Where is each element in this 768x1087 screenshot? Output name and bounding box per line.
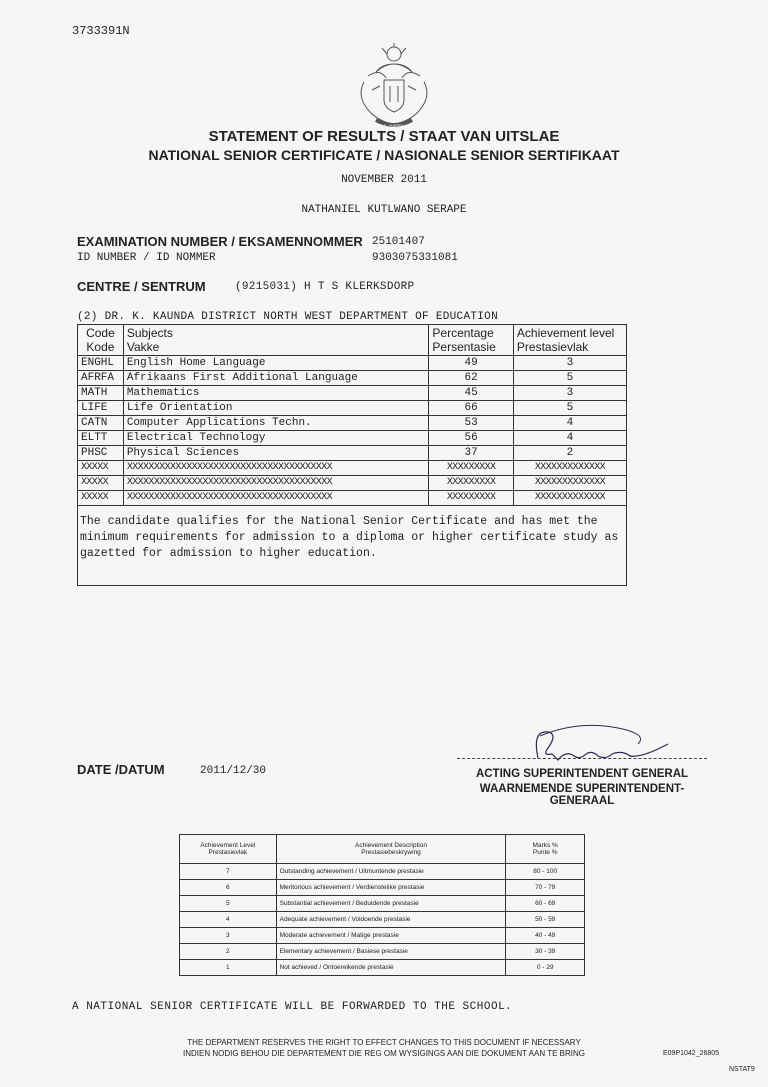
- legend-row: 3 Moderate achievement / Matige prestasie 40 - 49: [180, 928, 585, 944]
- qualification-statement: The candidate qualifies for the National Senior Certificate and has met the minimum requirements for admission to a diploma or higher certificate study as gazetted for admission to higher education.: [80, 515, 619, 560]
- legend-row: 2 Elementary achievement / Basiese prestasie 30 - 39: [180, 944, 585, 960]
- document-title: STATEMENT OF RESULTS / STAAT VAN UITSLAE: [208, 128, 560, 145]
- date-label: DATE /DATUM: [77, 762, 165, 777]
- legend-header-row: Achievement Level Prestasievlak Achievement Description Prestasiebeskrywing Marks % Punte %: [180, 835, 585, 864]
- void-row: XXXXX XXXXXXXXXXXXXXXXXXXXXXXXXXXXXXXXXXXXXX XXXXXXXXX XXXXXXXXXXXXX: [78, 461, 627, 476]
- id-number-label: ID NUMBER / ID NOMMER: [77, 252, 216, 264]
- legend-row: 4 Adequate achievement / Voldoende prestasie 50 - 59: [180, 912, 585, 928]
- signatory-title: ACTING SUPERINTENDENT GENERAL: [475, 768, 689, 780]
- district-line: (2) DR. K. KAUNDA DISTRICT NORTH WEST DEPARTMENT OF EDUCATION: [77, 311, 498, 323]
- legend-row: 5 Substantial achievement / Beduidende prestasie 60 - 69: [180, 896, 585, 912]
- achievement-header: Achievement level Prestasievlak: [513, 325, 626, 356]
- table-row: CATN Computer Applications Techn. 53 4: [78, 416, 627, 431]
- centre-value: (9215031) H T S KLERKSDORP: [235, 281, 415, 293]
- form-code: NSTAT9: [729, 1066, 755, 1073]
- exam-number-label: EXAMINATION NUMBER / EKSAMENNOMMER: [77, 234, 363, 249]
- table-row: ELTT Electrical Technology 56 4: [78, 431, 627, 446]
- forward-notice: A NATIONAL SENIOR CERTIFICATE WILL BE FORWARDED TO THE SCHOOL.: [72, 1001, 513, 1013]
- exam-session: NOVEMBER 2011: [341, 174, 427, 186]
- id-number-value: 9303075331081: [372, 252, 458, 264]
- subject-header: Subjects Vakke: [123, 325, 429, 356]
- void-row: XXXXX XXXXXXXXXXXXXXXXXXXXXXXXXXXXXXXXXXXXXX XXXXXXXXX XXXXXXXXXXXXX: [78, 476, 627, 491]
- coat-of-arms-icon: [346, 42, 442, 132]
- void-row: XXXXX XXXXXXXXXXXXXXXXXXXXXXXXXXXXXXXXXXXXXX XXXXXXXXX XXXXXXXXXXXXX: [78, 491, 627, 506]
- legend-row: 1 Not achieved / Ontoereikende prestasie 0 - 29: [180, 960, 585, 976]
- document-number: 3733391N: [72, 24, 130, 38]
- legend-row: 6 Meritorious achievement / Verdienstelike prestasie 70 - 79: [180, 880, 585, 896]
- disclaimer-af: INDIEN NODIG BEHOU DIE DEPARTEMENT DIE REG OM WYSIGINGS AAN DIE DOKUMENT AAN TE BRING: [183, 1049, 585, 1058]
- table-row: PHSC Physical Sciences 37 2: [78, 446, 627, 461]
- results-header-row: [78, 325, 627, 356]
- centre-label: CENTRE / SENTRUM: [77, 279, 206, 294]
- signature-line: [457, 758, 707, 759]
- achievement-legend-table: [179, 834, 585, 976]
- percentage-header: Percentage Persentasie: [429, 325, 514, 356]
- code-header: Code Kode: [78, 325, 124, 356]
- results-table: [77, 324, 627, 506]
- candidate-name: NATHANIEL KUTLWANO SERAPE: [301, 204, 467, 216]
- table-row: MATH Mathematics 45 3: [78, 386, 627, 401]
- document-subtitle: NATIONAL SENIOR CERTIFICATE / NASIONALE SENIOR SERTIFIKAAT: [148, 147, 620, 163]
- table-row: LIFE Life Orientation 66 5: [78, 401, 627, 416]
- reference-code: E09P1042_26805: [663, 1050, 720, 1057]
- exam-number-value: 25101407: [372, 236, 425, 248]
- disclaimer-en: THE DEPARTMENT RESERVES THE RIGHT TO EFFECT CHANGES TO THIS DOCUMENT IF NECESSARY: [187, 1038, 581, 1047]
- signatory-title-af: WAARNEMENDE SUPERINTENDENT-GENERAAL: [479, 783, 685, 807]
- date-value: 2011/12/30: [200, 765, 267, 777]
- legend-row: 7 Outstanding achievement / Uitmuntende prestasie 80 - 100: [180, 864, 585, 880]
- signature-icon: [518, 720, 678, 768]
- table-row: AFRFA Afrikaans First Additional Language 62 5: [78, 371, 627, 386]
- table-row: ENGHL English Home Language 49 3: [78, 356, 627, 371]
- emblem-motto: !KE E: /XARRA //KE: [376, 123, 412, 128]
